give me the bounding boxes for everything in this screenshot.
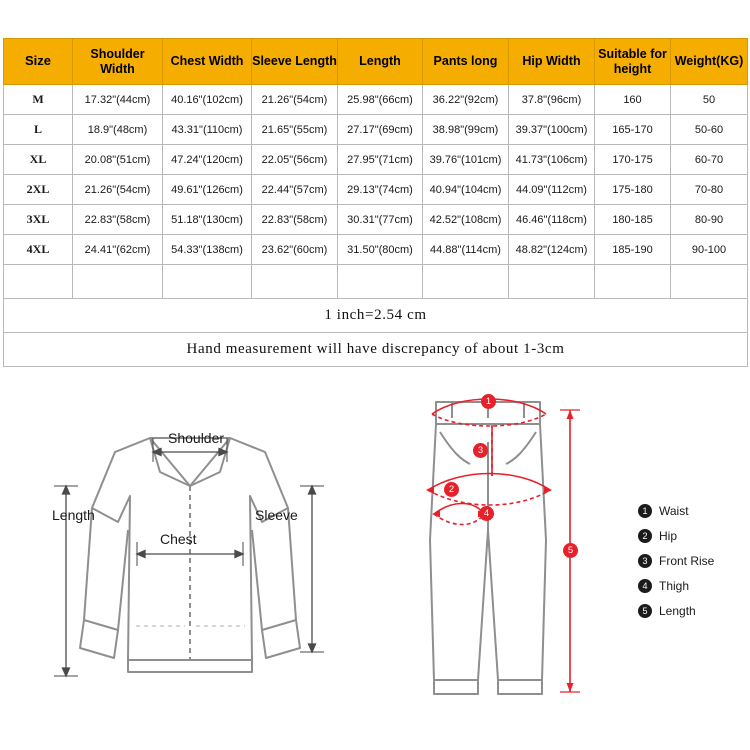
cell-pants-long: 42.52"(108cm) [423,205,509,235]
pants-marker-3-front-rise: 3 [473,443,488,458]
cell-weight: 50-60 [671,115,748,145]
cell-size: M [4,85,73,115]
shirt-diagram [40,390,340,720]
label-chest: Chest [160,531,197,547]
pants-marker-1-waist: 1 [481,394,496,409]
cell-height: 185-190 [595,235,671,265]
cell-hip: 44.09"(112cm) [509,175,595,205]
cell-height: 170-175 [595,145,671,175]
measurement-diagrams [0,360,750,750]
legend-item-front-rise [638,548,748,573]
cell-chest: 49.61"(126cm) [163,175,252,205]
cell-sleeve: 21.65"(55cm) [252,115,338,145]
cell-shoulder: 21.26"(54cm) [73,175,163,205]
legend-item-length [638,598,748,623]
legend-label-thigh: Thigh [659,578,690,593]
table-row [4,115,748,145]
pants-marker-5-length: 5 [563,543,578,558]
cell-sleeve: 22.44"(57cm) [252,175,338,205]
cell-sleeve: 23.62"(60cm) [252,235,338,265]
cell-size: 2XL [4,175,73,205]
cell-size: 4XL [4,235,73,265]
cell-shoulder: 22.83"(58cm) [73,205,163,235]
cell-shoulder: 17.32"(44cm) [73,85,163,115]
cell-hip: 37.8"(96cm) [509,85,595,115]
legend-item-thigh [638,573,748,598]
cell-weight: 60-70 [671,145,748,175]
col-header-size: Size [4,39,73,85]
table-row [4,145,748,175]
col-header-suitable-height: Suitable for height [595,39,671,85]
col-header-shoulder-width: Shoulder Width [73,39,163,85]
legend-bullet-1-icon: 1 [638,504,652,518]
cell-chest: 51.18"(130cm) [163,205,252,235]
cell-size: XL [4,145,73,175]
legend-bullet-5-icon: 5 [638,604,652,618]
pants-marker-4-thigh: 4 [479,506,494,521]
legend-label-waist: Waist [659,503,689,518]
legend-bullet-4-icon: 4 [638,579,652,593]
cell-length: 29.13"(74cm) [338,175,423,205]
table-note-row-conversion [4,299,748,333]
col-header-length: Length [338,39,423,85]
label-length: Length [52,507,95,523]
cell-sleeve: 22.83"(58cm) [252,205,338,235]
cell-weight: 50 [671,85,748,115]
cell-length: 31.50"(80cm) [338,235,423,265]
cell-size: 3XL [4,205,73,235]
label-shoulder: Shoulder [168,430,225,446]
col-header-pants-long: Pants long [423,39,509,85]
legend-label-length: Length [659,603,696,618]
cell-chest: 43.31"(110cm) [163,115,252,145]
cell-sleeve: 22.05"(56cm) [252,145,338,175]
cell-weight: 90-100 [671,235,748,265]
cell-weight: 70-80 [671,175,748,205]
cell-height: 175-180 [595,175,671,205]
cell-length: 30.31"(77cm) [338,205,423,235]
cell-hip: 41.73"(106cm) [509,145,595,175]
cell-shoulder: 18.9"(48cm) [73,115,163,145]
cell-height: 180-185 [595,205,671,235]
legend-label-front-rise: Front Rise [659,553,715,568]
cell-shoulder: 24.41"(62cm) [73,235,163,265]
cell-pants-long: 36.22"(92cm) [423,85,509,115]
cell-hip: 48.82"(124cm) [509,235,595,265]
col-header-hip-width: Hip Width [509,39,595,85]
cell-size: L [4,115,73,145]
cell-length: 27.17"(69cm) [338,115,423,145]
cell-chest: 40.16"(102cm) [163,85,252,115]
table-header-row [4,39,748,85]
cell-pants-long: 39.76"(101cm) [423,145,509,175]
legend-item-hip [638,523,748,548]
pants-legend [638,498,748,623]
table-row [4,235,748,265]
cell-pants-long: 38.98"(99cm) [423,115,509,145]
cell-height: 160 [595,85,671,115]
note-inch-conversion: 1 inch=2.54 cm [4,299,748,333]
cell-shoulder: 20.08"(51cm) [73,145,163,175]
table-row [4,85,748,115]
col-header-sleeve-length: Sleeve Length [252,39,338,85]
pants-diagram [400,380,600,730]
cell-chest: 47.24"(120cm) [163,145,252,175]
legend-bullet-2-icon: 2 [638,529,652,543]
cell-weight: 80-90 [671,205,748,235]
cell-sleeve: 21.26"(54cm) [252,85,338,115]
legend-label-hip: Hip [659,528,678,543]
cell-pants-long: 44.88"(114cm) [423,235,509,265]
label-sleeve: Sleeve [255,507,298,523]
table-row-empty [4,265,748,299]
note-measurement-discrepancy: Hand measurement will have discrepancy of about 1-3cm [4,333,748,367]
cell-hip: 39.37"(100cm) [509,115,595,145]
col-header-weight: Weight(KG) [671,39,748,85]
col-header-chest-width: Chest Width [163,39,252,85]
cell-height: 165-170 [595,115,671,145]
table-row [4,205,748,235]
legend-item-waist [638,498,748,523]
table-row [4,175,748,205]
cell-pants-long: 40.94"(104cm) [423,175,509,205]
pants-marker-2-hip: 2 [444,482,459,497]
cell-chest: 54.33"(138cm) [163,235,252,265]
cell-length: 25.98"(66cm) [338,85,423,115]
size-table [3,38,748,367]
cell-length: 27.95"(71cm) [338,145,423,175]
cell-hip: 46.46"(118cm) [509,205,595,235]
legend-bullet-3-icon: 3 [638,554,652,568]
